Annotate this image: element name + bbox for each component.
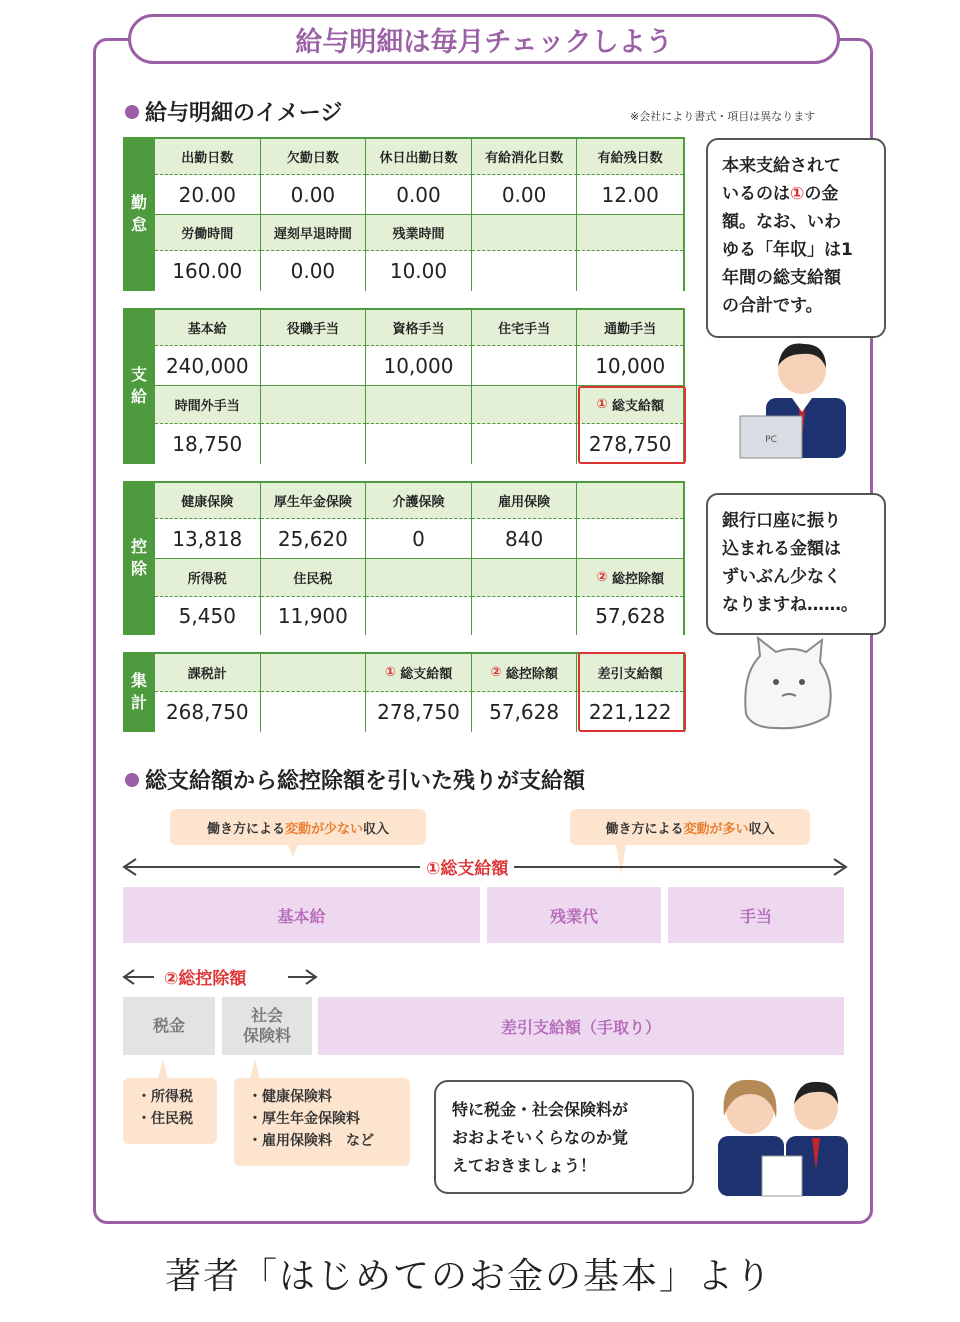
table-payment: [123, 308, 685, 464]
bubble-line: いるのは①の金: [722, 184, 839, 204]
table-value-cell: 10,000: [366, 346, 472, 386]
bullet-dot-icon: [125, 105, 139, 119]
summary-grid: [155, 652, 685, 732]
list-item: ・住民税: [137, 1111, 193, 1127]
table-header-cell: 時間外手当: [155, 386, 261, 424]
table-value-cell: 0.00: [472, 175, 578, 215]
bubble-line: 年間の総支給額: [722, 268, 841, 288]
table-value-cell: 57,628: [577, 597, 683, 635]
table-header-cell: 通勤手当: [577, 310, 683, 346]
table-side-label: [123, 652, 155, 732]
table-value-cell: 20.00: [155, 175, 261, 215]
section-heading-payslip: [125, 96, 342, 127]
table-header-cell: ② 総控除額: [577, 559, 683, 597]
side-char: 控: [130, 537, 147, 556]
table-header-cell: 介護保険: [366, 483, 472, 519]
table-header-cell: [261, 386, 367, 424]
table-value-cell: 0.00: [261, 251, 367, 291]
table-header-cell: [366, 559, 472, 597]
bubble-line: ゆる「年収」は1: [722, 240, 853, 260]
total-deduction-label: ②総控除額: [158, 964, 252, 989]
table-header-cell: 雇用保険: [472, 483, 578, 519]
speech-bubble-remember: [434, 1080, 694, 1194]
format-note: ※会社により書式・項目は異なります: [630, 110, 816, 123]
tag-stable-income: 働き方による 変動が少ない 収入: [170, 809, 426, 845]
table-value-cell: 278,750: [577, 424, 683, 464]
table-header-cell: 住民税: [261, 559, 367, 597]
speech-bubble-annual-income: [706, 138, 886, 338]
bar-allowance: 手当: [668, 887, 844, 943]
table-value-cell: [577, 519, 683, 559]
bubble-line: 特に税金・社会保険料が: [452, 1100, 629, 1119]
table-value-cell: [472, 346, 578, 386]
side-char: 怠: [130, 215, 147, 234]
table-value-cell: 160.00: [155, 251, 261, 291]
table-header-cell: 労働時間: [155, 215, 261, 251]
list-taxes: [123, 1078, 217, 1144]
table-header-cell: 出勤日数: [155, 139, 261, 175]
side-char: 計: [130, 693, 147, 712]
table-side-label: [123, 137, 155, 291]
bar-tax: 税金: [123, 997, 215, 1055]
table-header-cell: 所得税: [155, 559, 261, 597]
bar-base-salary: 基本給: [123, 887, 480, 943]
bubble-line: の合計です。: [722, 296, 823, 316]
table-value-cell: 268,750: [155, 692, 261, 732]
list-item: ・雇用保険料 など: [248, 1133, 374, 1149]
table-value-cell: 0: [366, 519, 472, 559]
bubble-line: 額。なお、いわ: [722, 212, 841, 232]
table-side-label: [123, 308, 155, 464]
attendance-grid: [155, 137, 685, 291]
table-value-cell: [472, 424, 578, 464]
businessman-laptop-illustration: [738, 330, 858, 462]
table-header-cell: ① 総支給額: [366, 654, 472, 692]
table-header-cell: 基本給: [155, 310, 261, 346]
table-value-cell: 240,000: [155, 346, 261, 386]
speech-bubble-net-small: [706, 493, 886, 635]
bubble-line: 銀行口座に振り: [722, 511, 841, 531]
bar-overtime: 残業代: [487, 887, 661, 943]
table-value-cell: 25,620: [261, 519, 367, 559]
table-header-cell: [472, 559, 578, 597]
table-header-cell: 欠勤日数: [261, 139, 367, 175]
table-header-cell: [366, 386, 472, 424]
table-value-cell: 221,122: [577, 692, 683, 732]
table-header-cell: 有給残日数: [577, 139, 683, 175]
table-side-label: [123, 481, 155, 635]
bar-net-pay: 差引支給額（手取り）: [318, 997, 844, 1055]
table-header-cell: 住宅手当: [472, 310, 578, 346]
side-char: 集: [130, 671, 147, 690]
deduction-grid: [155, 481, 685, 635]
two-people-illustration: [712, 1060, 852, 1200]
table-attendance: [123, 137, 685, 291]
section-heading-text: 給与明細のイメージ: [145, 101, 343, 126]
table-value-cell: 0.00: [261, 175, 367, 215]
table-value-cell: 5,450: [155, 597, 261, 635]
page-title: 給与明細は毎月チェックしよう: [128, 14, 840, 64]
list-item: ・厚生年金保険料: [248, 1111, 360, 1127]
table-header-cell: ① 総支給額: [577, 386, 683, 424]
table-value-cell: [261, 424, 367, 464]
table-value-cell: [261, 346, 367, 386]
table-header-cell: 差引支給額: [577, 654, 683, 692]
total-pay-label: ①総支給額: [420, 854, 514, 879]
tag-variable-income: 働き方による 変動が多い 収入: [570, 809, 810, 845]
table-header-cell: 課税計: [155, 654, 261, 692]
section-heading-net-pay: [125, 764, 585, 795]
side-char: 給: [130, 387, 147, 406]
table-header-cell: [472, 386, 578, 424]
table-value-cell: 10.00: [366, 251, 472, 291]
table-value-cell: 278,750: [366, 692, 472, 732]
table-header-cell: 厚生年金保険: [261, 483, 367, 519]
table-value-cell: 840: [472, 519, 578, 559]
bubble-line: ずいぶん少なく: [722, 567, 841, 587]
table-value-cell: [472, 597, 578, 635]
table-value-cell: [577, 251, 683, 291]
table-value-cell: 57,628: [472, 692, 578, 732]
table-header-cell: 健康保険: [155, 483, 261, 519]
bubble-line: 本来支給されて: [722, 156, 841, 176]
table-value-cell: 12.00: [577, 175, 683, 215]
bubble-line: おおよそいくらなのか覚: [452, 1128, 629, 1147]
table-value-cell: [366, 424, 472, 464]
table-summary: [123, 652, 685, 732]
bar-social-insurance: 社会 保険料: [222, 997, 312, 1055]
table-value-cell: [366, 597, 472, 635]
list-insurances: [234, 1078, 410, 1166]
table-header-cell: [261, 654, 367, 692]
bubble-line: 込まれる金額は: [722, 539, 841, 559]
laptop-logo: PC: [765, 435, 777, 445]
table-value-cell: 10,000: [577, 346, 683, 386]
table-value-cell: 18,750: [155, 424, 261, 464]
table-value-cell: [472, 251, 578, 291]
table-value-cell: [261, 692, 367, 732]
table-header-cell: [577, 483, 683, 519]
bullet-dot-icon: [125, 773, 139, 787]
table-header-cell: 有給消化日数: [472, 139, 578, 175]
section-heading-text: 総支給額から総控除額を引いた残りが支給額: [145, 769, 586, 794]
table-header-cell: [577, 215, 683, 251]
list-item: ・所得税: [137, 1089, 193, 1105]
table-header-cell: ② 総控除額: [472, 654, 578, 692]
table-value-cell: 11,900: [261, 597, 367, 635]
table-header-cell: 休日出勤日数: [366, 139, 472, 175]
bubble-line: えておきましょう！: [452, 1156, 597, 1175]
cat-illustration: [736, 634, 842, 734]
bubble-line: なりますね……。: [722, 595, 858, 615]
table-header-cell: [472, 215, 578, 251]
source-credit: 著者「はじめてのお金の基本」より: [165, 1256, 774, 1297]
list-item: ・健康保険料: [248, 1089, 332, 1105]
side-char: 勤: [130, 193, 147, 212]
table-header-cell: 資格手当: [366, 310, 472, 346]
side-char: 除: [130, 559, 147, 578]
table-deduction: [123, 481, 685, 635]
table-value-cell: 13,818: [155, 519, 261, 559]
payment-grid: [155, 308, 685, 464]
table-header-cell: 役職手当: [261, 310, 367, 346]
table-header-cell: 残業時間: [366, 215, 472, 251]
table-header-cell: 遅刻早退時間: [261, 215, 367, 251]
side-char: 支: [130, 365, 147, 384]
table-value-cell: 0.00: [366, 175, 472, 215]
